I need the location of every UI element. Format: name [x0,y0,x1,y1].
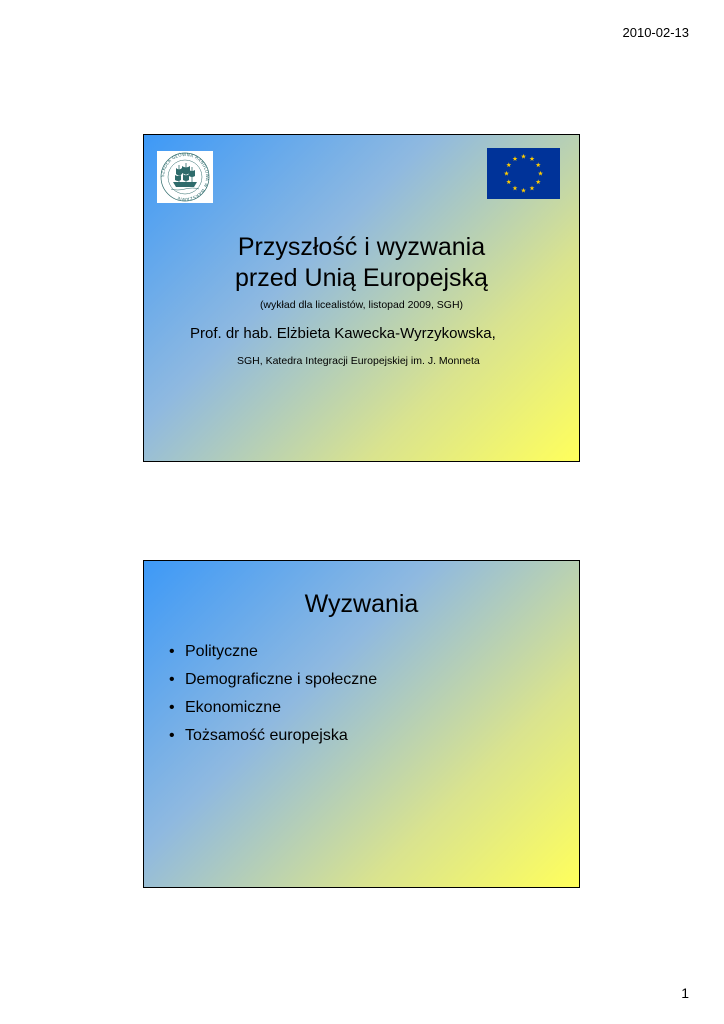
slide-2 [143,560,580,888]
eu-star-icon [513,186,518,191]
eu-star-icon [504,171,509,176]
bullet-dot-icon: • [169,671,175,688]
list-item [169,726,377,754]
eu-flag-icon [487,148,560,199]
list-item [169,642,377,670]
author-affiliation: SGH, Katedra Integracji Europejskiej im. J. Monneta [237,355,480,367]
list-item-label: Demograficzne i społeczne [185,671,378,688]
bullet-dot-icon: • [169,727,175,744]
slide-1 [143,134,580,462]
eu-star-icon [536,162,541,167]
title-line-1: Przyszłość i wyzwania [237,233,486,261]
title-line-2: przed Unią Europejską [235,264,488,292]
list-item [169,670,377,698]
challenges-list [169,642,377,754]
list-item-label: Polityczne [185,643,258,660]
eu-star-icon [513,156,518,161]
eu-star-icon [506,162,511,167]
slide-2-title: Wyzwania [304,590,419,618]
eu-star-icon [530,186,535,191]
slide-1-title [144,232,579,294]
eu-star-icon [538,171,543,176]
eu-star-icon [521,188,526,193]
page-date: 2010-02-13 [622,25,689,40]
list-item-label: Tożsamość europejska [185,727,348,744]
page-number: 1 [681,985,689,1001]
list-item [169,698,377,726]
sgh-ship-seal-icon [157,151,213,203]
seal-text: SZKOŁA GŁÓWNA HANDLOWA W WARSZAWIE [159,151,211,203]
eu-star-icon [530,156,535,161]
eu-star-icon [521,154,526,159]
author-name: Prof. dr hab. Elżbieta Kawecka-Wyrzykowska, [190,325,496,342]
eu-star-icon [536,179,541,184]
eu-star-icon [506,179,511,184]
bullet-dot-icon: • [169,643,175,660]
list-item-label: Ekonomiczne [185,699,282,716]
bullet-dot-icon: • [169,699,175,716]
lecture-note: (wykład dla licealistów, listopad 2009, SGH) [259,299,464,311]
